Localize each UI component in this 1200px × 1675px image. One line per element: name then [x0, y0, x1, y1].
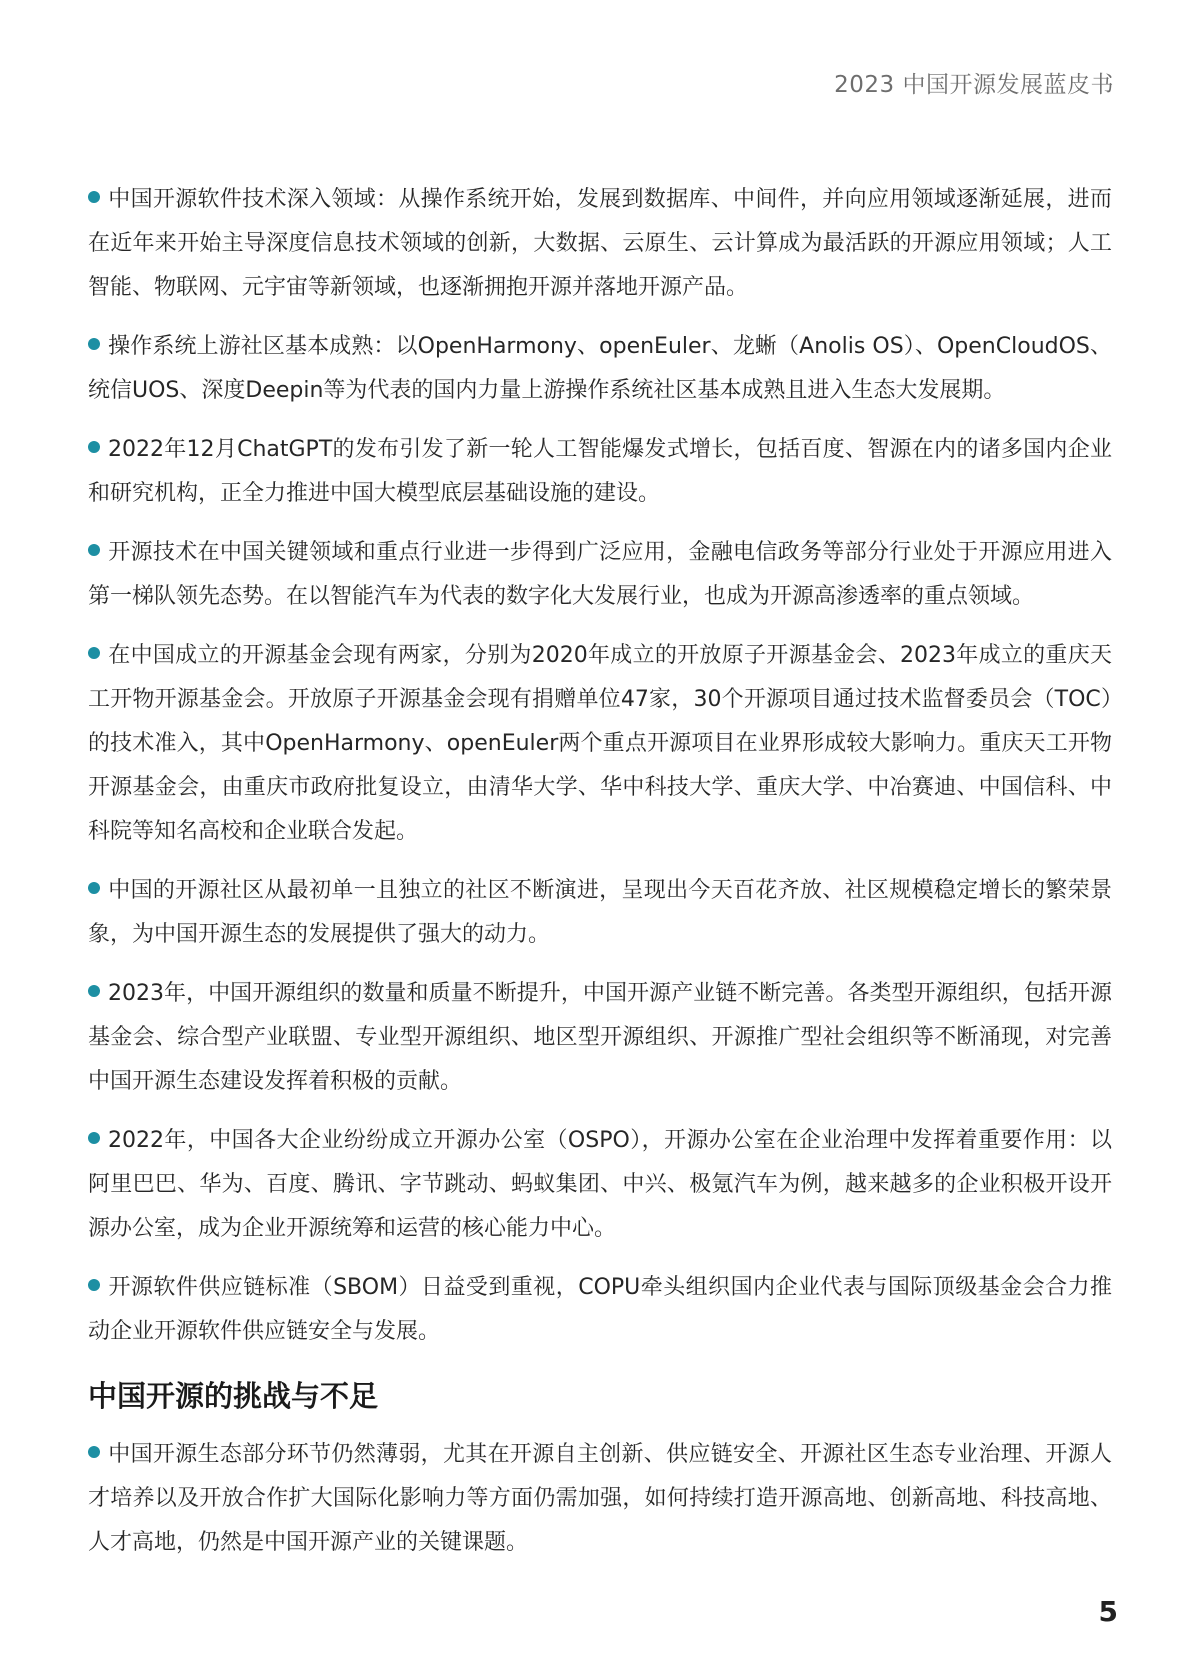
bullet-paragraph: [88, 531, 1112, 619]
bullet-dot-icon: [88, 882, 100, 894]
bullet-text: 操作系统上游社区基本成熟：以OpenHarmony、openEuler、龙蜥（Anolis OS）、OpenCloudOS、统信UOS、深度Deepin等为代表的国内力量上游操作系统社区基本成熟且进入生态大发展期。: [88, 334, 1112, 403]
bullet-paragraph: [88, 325, 1112, 413]
main-content: [88, 178, 1112, 1580]
bullet-dot-icon: [88, 1132, 100, 1144]
running-header-title: 2023 中国开源发展蓝皮书: [834, 72, 1114, 98]
bullet-dot-icon: [88, 544, 100, 556]
bullet-paragraph: [88, 634, 1112, 854]
bullet-paragraph: [88, 1266, 1112, 1354]
bullet-text: 中国开源软件技术深入领域：从操作系统开始，发展到数据库、中间件，并向应用领域逐渐延展，进而在近年来开始主导深度信息技术领域的创新，大数据、云原生、云计算成为最活跃的开源应用领域；人工智能、物联网、元宇宙等新领域，也逐渐拥抱开源并落地开源产品。: [88, 187, 1112, 300]
bullet-paragraph: [88, 1433, 1112, 1565]
bullet-text: 2022年12月ChatGPT的发布引发了新一轮人工智能爆发式增长，包括百度、智源在内的诸多国内企业和研究机构，正全力推进中国大模型底层基础设施的建设。: [88, 437, 1112, 506]
bullet-paragraph: [88, 869, 1112, 957]
bullet-dot-icon: [88, 441, 100, 453]
bullet-text: 开源软件供应链标准（SBOM）日益受到重视，COPU牵头组织国内企业代表与国际顶级基金会合力推动企业开源软件供应链安全与发展。: [88, 1275, 1112, 1344]
bullet-dot-icon: [88, 1279, 100, 1291]
bullet-dot-icon: [88, 191, 100, 203]
bullet-text: 2022年，中国各大企业纷纷成立开源办公室（OSPO），开源办公室在企业治理中发挥着重要作用：以阿里巴巴、华为、百度、腾讯、字节跳动、蚂蚁集团、中兴、极氪汽车为例，越来越多的企业积极开设开源办公室，成为企业开源统筹和运营的核心能力中心。: [88, 1128, 1112, 1241]
bullet-text: 中国开源生态部分环节仍然薄弱，尤其在开源自主创新、供应链安全、开源社区生态专业治理、开源人才培养以及开放合作扩大国际化影响力等方面仍需加强，如何持续打造开源高地、创新高地、科技高地、人才高地，仍然是中国开源产业的关键课题。: [88, 1442, 1112, 1555]
bullet-paragraph: [88, 178, 1112, 310]
bullet-dot-icon: [88, 338, 100, 350]
bullet-text: 中国的开源社区从最初单一且独立的社区不断演进，呈现出今天百花齐放、社区规模稳定增长的繁荣景象，为中国开源生态的发展提供了强大的动力。: [88, 878, 1112, 947]
bullet-text: 2023年，中国开源组织的数量和质量不断提升，中国开源产业链不断完善。各类型开源组织，包括开源基金会、综合型产业联盟、专业型开源组织、地区型开源组织、开源推广型社会组织等不断涌现，对完善中国开源生态建设发挥着积极的贡献。: [88, 981, 1112, 1094]
bullet-paragraph: [88, 972, 1112, 1104]
bullet-dot-icon: [88, 1446, 100, 1458]
bullet-dot-icon: [88, 647, 100, 659]
bullet-paragraph: [88, 428, 1112, 516]
page-number: 5: [1098, 1595, 1118, 1628]
section-heading: 中国开源的挑战与不足: [88, 1379, 379, 1413]
bullet-paragraph: [88, 1119, 1112, 1251]
bullet-text: 在中国成立的开源基金会现有两家，分别为2020年成立的开放原子开源基金会、2023年成立的重庆天工开物开源基金会。开放原子开源基金会现有捐赠单位47家，30个开源项目通过技术监督委员会（TOC）的技术准入，其中OpenHarmony、openEuler两个重点开源项目在业界形成较大影响力。重庆天工开物开源基金会，由重庆市政府批复设立，由清华大学、华中科技大学、重庆大学、中冶赛迪、中国信科、中科院等知名高校和企业联合发起。: [88, 643, 1112, 844]
bullet-dot-icon: [88, 985, 100, 997]
bullet-text: 开源技术在中国关键领域和重点行业进一步得到广泛应用，金融电信政务等部分行业处于开源应用进入第一梯队领先态势。在以智能汽车为代表的数字化大发展行业，也成为开源高渗透率的重点领域。: [88, 540, 1112, 609]
